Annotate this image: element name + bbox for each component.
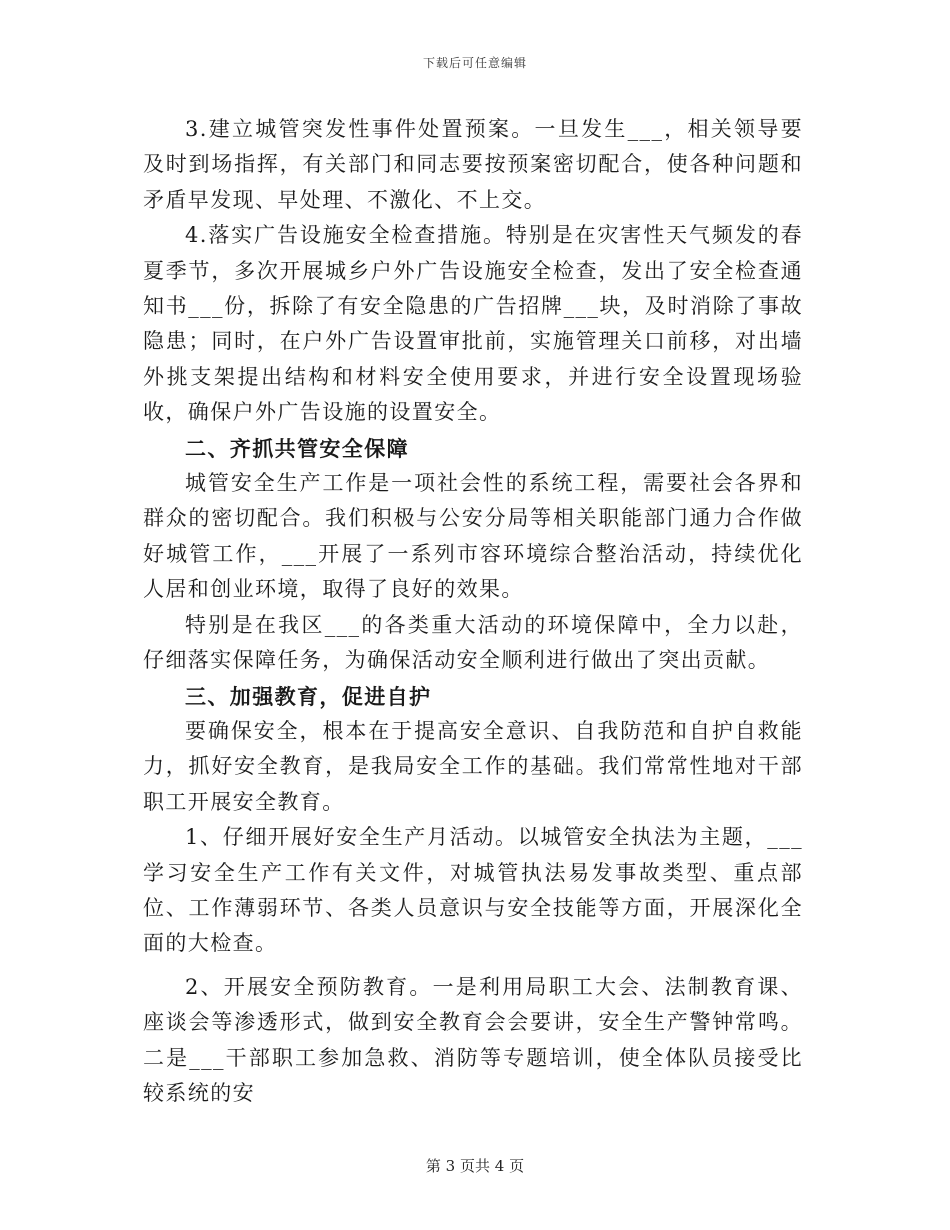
- page-footer: 第 3 页共 4 页: [425, 1157, 525, 1175]
- section-heading-3: 三、加强教育，促进自护: [185, 683, 432, 709]
- paragraph-safety-education: 要确保安全，根本在于提高安全意识、自我防范和自护自救能力，抓好安全教育，是我局安全工作的基础。我们常常性地对干部职工开展安全教育。: [143, 718, 803, 814]
- section-heading-2: 二、齐抓共管安全保障: [185, 435, 409, 461]
- paragraph-emergency-plan: 3.建立城管突发性事件处置预案。一旦发生___，相关领导要及时到场指挥，有关部门和同志要按预案密切配合，使各种问题和矛盾早发现、早处理、不激化、不上交。: [143, 117, 803, 212]
- paragraph-prevention-education: 2、开展安全预防教育。一是利用局职工大会、法制教育课、座谈会等渗透形式，做到安全教育会会要讲，安全生产警钟常鸣。二是___干部职工参加急救、消防等专题培训，使全体队员接受比较系统的安: [143, 974, 803, 1105]
- paragraph-safety-month: 1、仔细开展好安全生产月活动。以城管安全执法为主题，___学习安全生产工作有关文件，对城管执法易发事故类型、重点部位、工作薄弱环节、各类人员意识与安全技能等方面，开展深化全面的大检查。: [143, 825, 803, 956]
- document-body: [143, 112, 803, 1111]
- page-header: 下载后可任意编辑: [422, 56, 527, 70]
- paragraph-major-events: 特别是在我区___的各类重大活动的环境保障中，全力以赴，仔细落实保障任务，为确保活动安全顺利进行做出了突出贡献。: [143, 612, 803, 673]
- paragraph-advertising-safety: 4.落实广告设施安全检查措施。特别是在灾害性天气频发的春夏季节，多次开展城乡户外广告设施安全检查，发出了安全检查通知书___份，拆除了有安全隐患的广告招牌___块，及时消除了事故隐患；同时，在户外广告设置审批前，实施管理关口前移，对出墙外挑支架提出结构和材料安全使用要求，并进行安全设置现场验收，确保户外广告设施的设置安全。: [143, 223, 803, 425]
- paragraph-cooperation: 城管安全生产工作是一项社会性的系统工程，需要社会各界和群众的密切配合。我们积极与公安分局等相关职能部门通力合作做好城管工作，___开展了一系列市容环境综合整治活动，持续优化人居和创业环境，取得了良好的效果。: [143, 471, 803, 602]
